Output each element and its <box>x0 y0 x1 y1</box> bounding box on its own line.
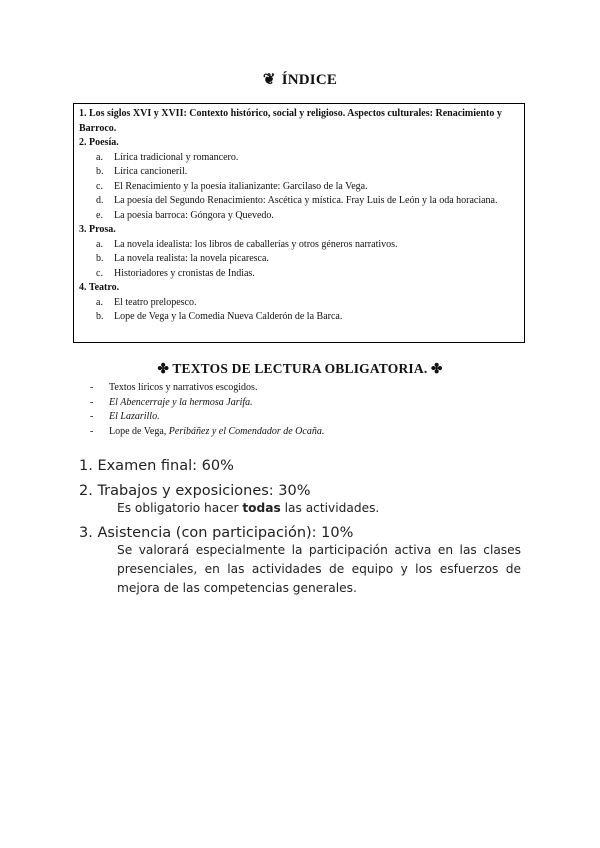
item-text: El Renacimiento y la poesía italianizante: Garcilaso de la Vega. <box>114 180 368 192</box>
lectura-title: ✤ TEXTOS DE LECTURA OBLIGATORIA. ✤ <box>157 361 443 376</box>
list-item <box>79 252 519 267</box>
evaluation-desc: Se valorará especialmente la participación activa en las clases presenciales, en las actividades de equipo y los esfuerzos de mejora de las competencias generales. <box>117 543 521 595</box>
list-item <box>90 381 324 396</box>
item-letter: a. <box>96 296 103 308</box>
item-text: Historiadores y cronistas de Indias. <box>114 267 255 279</box>
item-letter: c. <box>96 180 103 192</box>
desc-text: las actividades. <box>280 501 380 515</box>
index-list-prosa <box>79 238 519 282</box>
index-list-teatro <box>79 296 519 325</box>
item-text: El teatro prelopesco. <box>114 296 197 308</box>
item-text: Lope de Vega, <box>109 425 169 437</box>
evaluation-desc <box>79 499 521 518</box>
item-text: La poesía barroca: Góngora y Quevedo. <box>114 209 274 221</box>
item-letter: e. <box>96 209 103 221</box>
item-text: Lírica cancioneril. <box>114 166 188 177</box>
list-item <box>79 151 519 166</box>
item-text: Textos líricos y narrativos escogidos. <box>109 382 258 393</box>
list-item <box>79 165 519 180</box>
item-title-italic: Peribáñez y el Comendador de Ocaña. <box>168 425 325 437</box>
item-title-italic: El Lazarillo. <box>109 411 160 422</box>
list-item <box>79 238 519 253</box>
evaluation-heading: 2. Trabajos y exposiciones: 30% <box>79 483 311 499</box>
evaluation-heading: 1. Examen final: 60% <box>79 458 234 474</box>
item-text: Lírica tradicional y romancero. <box>114 151 239 163</box>
item-letter: a. <box>96 151 103 163</box>
dash-bullet: - <box>90 425 94 437</box>
item-text: La novela realista: la novela picaresca. <box>114 253 269 264</box>
item-text: La poesía del Segundo Renacimiento: Ascética y mística. Fray Luis de León y la oda horaciana. <box>114 195 498 206</box>
dash-bullet: - <box>90 396 94 408</box>
list-item <box>79 267 519 282</box>
evaluation-item-3 <box>79 525 521 598</box>
evaluation-item-2 <box>79 483 521 518</box>
item-letter: b. <box>96 166 104 177</box>
index-list-poesia <box>79 151 519 224</box>
item-letter: a. <box>96 238 103 250</box>
lectura-list <box>90 381 324 439</box>
list-item <box>79 180 519 195</box>
index-section-3: 3. Prosa. <box>79 224 116 235</box>
list-item <box>79 194 519 209</box>
list-item <box>90 410 324 425</box>
index-section-2: 2. Poesía. <box>79 137 119 148</box>
list-item <box>79 310 519 325</box>
index-box <box>73 103 525 343</box>
index-section-4: 4. Teatro. <box>79 282 120 293</box>
evaluation-item-1 <box>79 458 234 474</box>
dash-bullet: - <box>90 411 94 422</box>
item-title-italic: El Abencerraje y la hermosa Jarifa. <box>109 396 253 408</box>
evaluation-heading: 3. Asistencia (con participación): 10% <box>79 525 354 541</box>
item-text: Lope de Vega y la Comedia Nueva Calderón de la Barca. <box>114 311 343 322</box>
index-section-1: 1. Los siglos XVI y XVII: Contexto histórico, social y religioso. Aspectos culturales: Renacimiento y Barroco. <box>79 108 502 134</box>
item-text: La novela idealista: los libros de caballerías y otros géneros narrativos. <box>114 238 398 250</box>
item-letter: b. <box>96 253 104 264</box>
item-letter: c. <box>96 267 103 279</box>
list-item <box>90 425 324 440</box>
item-letter: b. <box>96 311 104 322</box>
list-item <box>79 209 519 224</box>
list-item <box>79 296 519 311</box>
index-title <box>0 70 600 89</box>
desc-bold: todas <box>242 501 281 515</box>
dash-bullet: - <box>90 382 94 393</box>
index-title-text: ÍNDICE <box>281 72 338 88</box>
item-letter: d. <box>96 195 104 206</box>
list-item <box>90 396 324 411</box>
desc-text: Es obligatorio hacer <box>117 501 243 515</box>
fleuron-icon: ❦ <box>262 72 276 88</box>
